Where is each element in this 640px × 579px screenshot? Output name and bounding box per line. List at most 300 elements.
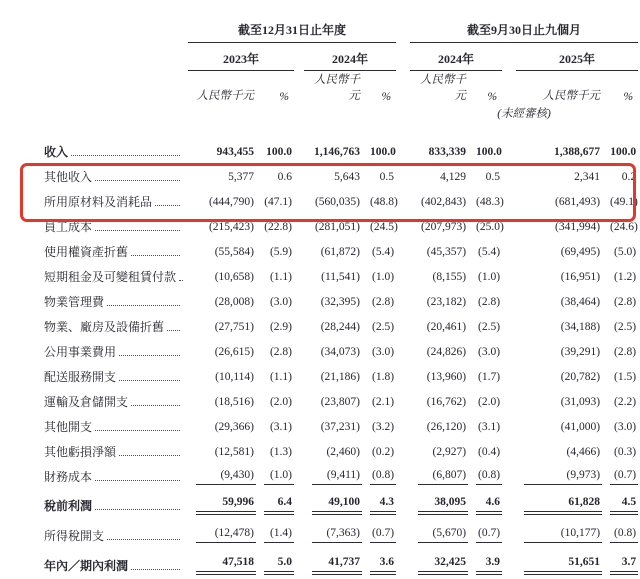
amount-cell-2024-interim (410, 314, 468, 339)
cell-value: (444,790) (208, 195, 254, 208)
cell-value: (23,807) (320, 395, 360, 408)
dot-leader (95, 509, 180, 510)
amount-cell-2023 (188, 489, 256, 519)
percent-cell-2024 (362, 364, 396, 389)
percent-cell-2024-interim (468, 214, 502, 239)
unaudited-note: (未經審核) (497, 108, 551, 120)
amount-cell-2024-interim (410, 239, 468, 264)
percent-cell-2025 (602, 139, 638, 164)
percent-cell-2023 (256, 164, 294, 189)
cell-value: (20,461) (426, 320, 467, 333)
cell-value: (2.5) (372, 320, 395, 333)
amount-cell-2024 (304, 414, 362, 439)
percent-cell-2025 (602, 439, 638, 464)
amount-cell-2024-interim (410, 164, 468, 189)
amount-cell-2024-interim (410, 214, 468, 239)
percent-cell-2024 (362, 264, 396, 289)
percent-cell-2024-interim (468, 414, 502, 439)
cell-value: (20,782) (560, 370, 601, 383)
amount-cell-2024-interim (410, 139, 468, 164)
amount-cell-2025 (516, 239, 602, 264)
percent-header: % (623, 91, 634, 103)
cell-value: (41,000) (560, 420, 601, 433)
cell-value: 6.4 (264, 496, 294, 515)
cell-value: (0.8) (370, 469, 396, 485)
amount-cell-2024 (304, 489, 362, 519)
percent-header: % (381, 91, 392, 103)
dot-leader (155, 205, 180, 206)
cell-value: (0.7) (476, 527, 502, 543)
percent-cell-2024-interim (468, 364, 502, 389)
cell-value: 2,341 (574, 170, 601, 183)
row-label-cell (20, 164, 188, 189)
dot-leader (95, 230, 180, 231)
year-header-2023: 2023年 (188, 43, 294, 71)
percent-header: % (487, 91, 498, 103)
row-label-cell (20, 214, 188, 239)
cell-value: (2.8) (478, 295, 501, 308)
amount-cell-2025 (516, 289, 602, 314)
table-row (20, 314, 638, 339)
percent-cell-2024 (362, 164, 396, 189)
cell-value: (1.2) (614, 270, 637, 283)
cell-value: 59,996 (196, 496, 256, 515)
cell-value: (27,751) (214, 320, 254, 333)
percent-cell-2024-interim (468, 339, 502, 364)
cell-value: (2,460) (326, 445, 360, 458)
cell-value: (47.1) (264, 195, 292, 208)
amount-unit-header: 人民幣千元 (420, 74, 467, 102)
cell-value: (3.0) (478, 345, 501, 358)
percent-cell-2023 (256, 519, 294, 549)
amount-cell-2023 (188, 289, 256, 314)
cell-value: 38,095 (418, 496, 468, 515)
amount-cell-2024 (304, 139, 362, 164)
cell-value: (32,395) (320, 295, 360, 308)
cell-value: (0.4) (478, 445, 501, 458)
row-label-cell (20, 519, 188, 549)
cell-value: (31,093) (560, 395, 601, 408)
percent-cell-2025 (602, 464, 638, 489)
row-label-cell (20, 189, 188, 214)
cell-value: (681,493) (555, 195, 601, 208)
row-label-cell (20, 239, 188, 264)
cell-value: (3.0) (269, 295, 292, 308)
year-header-2025: 2025年 (516, 43, 638, 71)
row-label: 稅前利潤 (44, 498, 93, 513)
cell-value: (23,182) (426, 295, 467, 308)
percent-cell-2024 (362, 239, 396, 264)
amount-cell-2025 (516, 314, 602, 339)
percent-cell-2024-interim (468, 264, 502, 289)
percent-cell-2023 (256, 414, 294, 439)
percent-cell-2024-interim (468, 439, 502, 464)
cell-value: (2.8) (372, 295, 395, 308)
row-label-cell (20, 264, 188, 289)
percent-cell-2023 (256, 289, 294, 314)
table-row (20, 139, 638, 164)
row-label-cell (20, 464, 188, 489)
cell-value: 49,100 (312, 496, 362, 515)
cell-value: (0.7) (370, 527, 396, 543)
dot-leader (179, 280, 183, 281)
cell-value: (1.1) (269, 370, 292, 383)
amount-cell-2025 (516, 189, 602, 214)
amount-cell-2025 (516, 364, 602, 389)
amount-cell-2023 (188, 464, 256, 489)
percent-cell-2025 (602, 214, 638, 239)
cell-value: (2.9) (269, 320, 292, 333)
cell-value: 4.3 (370, 496, 396, 515)
amount-cell-2024 (304, 464, 362, 489)
percent-header: % (279, 91, 289, 103)
cell-value: (0.7) (610, 469, 638, 485)
year-header-2024: 2024年 (304, 43, 396, 71)
table-row (20, 164, 638, 189)
percent-cell-2025 (602, 264, 638, 289)
percent-cell-2023 (256, 189, 294, 214)
cell-value: (2.0) (478, 395, 501, 408)
dot-leader (131, 255, 180, 256)
dot-leader (119, 380, 180, 381)
dot-leader (119, 355, 180, 356)
cell-value: (48.8) (370, 195, 398, 208)
percent-cell-2025 (602, 414, 638, 439)
cell-value: 833,339 (428, 145, 467, 158)
cell-value: (45,357) (426, 245, 467, 258)
percent-cell-2023 (256, 139, 294, 164)
cell-value: (3.0) (614, 420, 637, 433)
dot-leader (107, 539, 180, 540)
percent-cell-2023 (256, 489, 294, 519)
row-label: 財務成本 (44, 470, 93, 484)
cell-value: (1.0) (478, 270, 501, 283)
dot-leader (107, 305, 180, 306)
row-label: 收入 (44, 145, 69, 159)
cell-value: (0.8) (610, 527, 638, 543)
cell-value: (48.3) (476, 195, 504, 208)
percent-cell-2024-interim (468, 239, 502, 264)
unit-header-row (20, 71, 638, 106)
cell-value: 4.6 (476, 496, 502, 515)
cell-value: 1,146,763 (314, 145, 360, 158)
percent-cell-2024-interim (468, 164, 502, 189)
table-row (20, 389, 638, 414)
amount-cell-2023 (188, 239, 256, 264)
cell-value: (26,120) (426, 420, 467, 433)
cell-value: (24,826) (426, 345, 467, 358)
cell-value: (39,291) (560, 345, 601, 358)
amount-cell-2023 (188, 519, 256, 549)
cell-value: (341,994) (555, 220, 601, 233)
table-row (20, 549, 638, 579)
cell-value: (5.0) (614, 245, 637, 258)
percent-cell-2024 (362, 464, 396, 489)
row-label: 公用事業費用 (44, 345, 117, 359)
amount-cell-2024-interim (410, 549, 468, 579)
amount-cell-2025 (516, 339, 602, 364)
amount-cell-2024-interim (410, 364, 468, 389)
header-gap (396, 14, 410, 43)
percent-cell-2023 (256, 464, 294, 489)
cell-value: (28,008) (214, 295, 254, 308)
percent-cell-2024 (362, 139, 396, 164)
amount-cell-2025 (516, 389, 602, 414)
cell-value: (9,411) (312, 469, 362, 485)
amount-cell-2024-interim (410, 439, 468, 464)
cell-value: (3.0) (372, 345, 395, 358)
cell-value: (34,188) (560, 320, 601, 333)
cell-value: 47,518 (196, 556, 256, 575)
dot-leader (167, 330, 180, 331)
percent-cell-2024 (362, 439, 396, 464)
cell-value: (2,927) (432, 445, 467, 458)
cell-value: (2.5) (478, 320, 501, 333)
dot-leader (95, 430, 180, 431)
amount-cell-2024 (304, 164, 362, 189)
cell-value: 3.7 (610, 556, 638, 575)
cell-value: (0.2) (372, 445, 395, 458)
cell-value: 41,737 (312, 556, 362, 575)
row-label: 所用原材料及消耗品 (44, 195, 153, 209)
row-label: 配送服務開支 (44, 370, 117, 384)
cell-value: (1.5) (614, 370, 637, 383)
period-header-annual: 截至12月31日止年度 (188, 14, 396, 43)
cell-value: (5.4) (478, 245, 501, 258)
year-header-2024-interim: 2024年 (410, 43, 502, 71)
cell-value: (26,615) (214, 345, 254, 358)
cell-value: (6,807) (418, 469, 468, 485)
cell-value: (5.9) (269, 245, 292, 258)
percent-cell-2025 (602, 239, 638, 264)
percent-cell-2023 (256, 314, 294, 339)
cell-value: (0.8) (476, 469, 502, 485)
cell-value: 100.0 (610, 145, 637, 158)
percent-cell-2025 (602, 289, 638, 314)
amount-cell-2023 (188, 389, 256, 414)
cell-value: (1.7) (478, 370, 501, 383)
amount-cell-2023 (188, 189, 256, 214)
percent-cell-2023 (256, 239, 294, 264)
percent-cell-2024-interim (468, 189, 502, 214)
cell-value: (9,430) (196, 469, 256, 485)
amount-unit-header: 人民幣千元 (314, 74, 360, 102)
amount-cell-2024-interim (410, 189, 468, 214)
amount-cell-2023 (188, 314, 256, 339)
amount-cell-2023 (188, 214, 256, 239)
percent-cell-2024 (362, 389, 396, 414)
cell-value: 1,388,677 (554, 145, 601, 158)
header-spacer (20, 14, 188, 43)
cell-value: (4,466) (566, 445, 601, 458)
row-label-cell (20, 439, 188, 464)
cell-value: 4.5 (610, 496, 638, 515)
amount-cell-2023 (188, 364, 256, 389)
percent-cell-2025 (602, 189, 638, 214)
cell-value: (21,186) (320, 370, 360, 383)
income-statement-table (20, 14, 638, 579)
cell-value: (2.0) (269, 395, 292, 408)
table-row (20, 439, 638, 464)
table-row (20, 264, 638, 289)
dot-leader (71, 155, 180, 156)
row-label: 短期租金及可變租賃付款 (44, 270, 177, 284)
cell-value: (34,073) (320, 345, 360, 358)
cell-value: (16,762) (426, 395, 467, 408)
amount-cell-2025 (516, 549, 602, 579)
cell-value: (0.3) (614, 445, 637, 458)
row-label: 物業、廠房及設備折舊 (44, 320, 165, 334)
row-label-cell (20, 339, 188, 364)
row-label: 所得稅開支 (44, 528, 105, 543)
cell-value: (22.8) (264, 220, 292, 233)
table-row (20, 519, 638, 549)
amount-unit-header: 人民幣千元 (542, 90, 601, 102)
cell-value: (5.4) (372, 245, 395, 258)
percent-cell-2025 (602, 519, 638, 549)
period-header-interim: 截至9月30日止九個月 (410, 14, 638, 43)
amount-cell-2024 (304, 189, 362, 214)
cell-value: 51,651 (524, 556, 602, 575)
cell-value: (3.2) (372, 420, 395, 433)
amount-cell-2024 (304, 519, 362, 549)
amount-cell-2024 (304, 389, 362, 414)
cell-value: (24.5) (370, 220, 398, 233)
table-body (20, 139, 638, 579)
amount-cell-2025 (516, 164, 602, 189)
dot-leader (95, 180, 180, 181)
percent-cell-2024-interim (468, 519, 502, 549)
amount-cell-2025 (516, 489, 602, 519)
amount-unit-header: 人民幣千元 (196, 90, 254, 102)
percent-cell-2024 (362, 214, 396, 239)
amount-cell-2024 (304, 239, 362, 264)
cell-value: (2.2) (614, 395, 637, 408)
dot-leader (95, 480, 180, 481)
percent-cell-2024-interim (468, 549, 502, 579)
cell-value: (9,973) (524, 469, 602, 485)
table-row (20, 189, 638, 214)
percent-cell-2023 (256, 214, 294, 239)
table-row (20, 414, 638, 439)
cell-value: 32,425 (418, 556, 468, 575)
cell-value: (207,973) (421, 220, 467, 233)
amount-cell-2023 (188, 164, 256, 189)
cell-value: 5,377 (228, 170, 254, 183)
row-label-cell (20, 489, 188, 519)
percent-cell-2023 (256, 264, 294, 289)
cell-value: (12,581) (214, 445, 254, 458)
dot-leader (119, 455, 180, 456)
percent-cell-2025 (602, 339, 638, 364)
amount-cell-2024-interim (410, 389, 468, 414)
cell-value: (55,584) (214, 245, 254, 258)
amount-cell-2024-interim (410, 414, 468, 439)
unaudited-note-row (20, 105, 638, 121)
percent-cell-2025 (602, 549, 638, 579)
cell-value: (1.3) (269, 445, 292, 458)
row-label: 其他虧損淨額 (44, 445, 117, 459)
cell-value: (3.1) (478, 420, 501, 433)
amount-cell-2024-interim (410, 464, 468, 489)
percent-cell-2025 (602, 489, 638, 519)
cell-value: (2.8) (614, 345, 637, 358)
percent-cell-2024 (362, 189, 396, 214)
amount-cell-2024-interim (410, 264, 468, 289)
cell-value: (38,464) (560, 295, 601, 308)
cell-value: (29,366) (214, 420, 254, 433)
table-row (20, 489, 638, 519)
row-label: 物業管理費 (44, 295, 105, 309)
amount-cell-2024 (304, 289, 362, 314)
amount-cell-2025 (516, 139, 602, 164)
amount-cell-2025 (516, 414, 602, 439)
percent-cell-2023 (256, 439, 294, 464)
cell-value: (61,872) (320, 245, 360, 258)
row-label: 使用權資產折舊 (44, 245, 129, 259)
amount-cell-2025 (516, 214, 602, 239)
period-header-row (20, 14, 638, 43)
amount-cell-2024 (304, 314, 362, 339)
amount-cell-2024 (304, 339, 362, 364)
amount-cell-2023 (188, 549, 256, 579)
row-label: 其他開支 (44, 420, 93, 434)
percent-cell-2024 (362, 314, 396, 339)
amount-cell-2023 (188, 264, 256, 289)
percent-cell-2024 (362, 339, 396, 364)
table-row (20, 364, 638, 389)
cell-value: (2.1) (372, 395, 395, 408)
percent-cell-2023 (256, 339, 294, 364)
percent-cell-2024 (362, 519, 396, 549)
cell-value: (16,951) (560, 270, 601, 283)
cell-value: (11,541) (321, 270, 360, 283)
row-label: 運輸及倉儲開支 (44, 395, 129, 409)
cell-value: 3.9 (476, 556, 502, 575)
cell-value: (25.0) (476, 220, 504, 233)
year-header-row (20, 43, 638, 71)
percent-cell-2025 (602, 389, 638, 414)
amount-cell-2023 (188, 139, 256, 164)
cell-value: (1.0) (264, 469, 294, 485)
percent-cell-2023 (256, 549, 294, 579)
cell-value: (1.0) (372, 270, 395, 283)
amount-cell-2024 (304, 549, 362, 579)
percent-cell-2024-interim (468, 314, 502, 339)
amount-cell-2023 (188, 339, 256, 364)
percent-cell-2024-interim (468, 289, 502, 314)
cell-value: (8,155) (432, 270, 467, 283)
row-label-cell (20, 414, 188, 439)
cell-value: (2.8) (269, 345, 292, 358)
table-row (20, 464, 638, 489)
cell-value: (1.8) (372, 370, 395, 383)
cell-value: 100.0 (266, 145, 292, 158)
cell-value: (13,960) (426, 370, 467, 383)
cell-value: 0.5 (379, 170, 395, 183)
cell-value: 4,129 (440, 170, 467, 183)
percent-cell-2023 (256, 389, 294, 414)
header-spacer-row (20, 121, 638, 139)
cell-value: (12,478) (196, 527, 256, 543)
percent-cell-2024 (362, 489, 396, 519)
cell-value: 100.0 (476, 145, 502, 158)
cell-value: (49.1) (610, 195, 638, 208)
amount-cell-2024-interim (410, 339, 468, 364)
dot-leader (131, 405, 180, 406)
amount-cell-2024 (304, 214, 362, 239)
row-label-cell (20, 389, 188, 414)
